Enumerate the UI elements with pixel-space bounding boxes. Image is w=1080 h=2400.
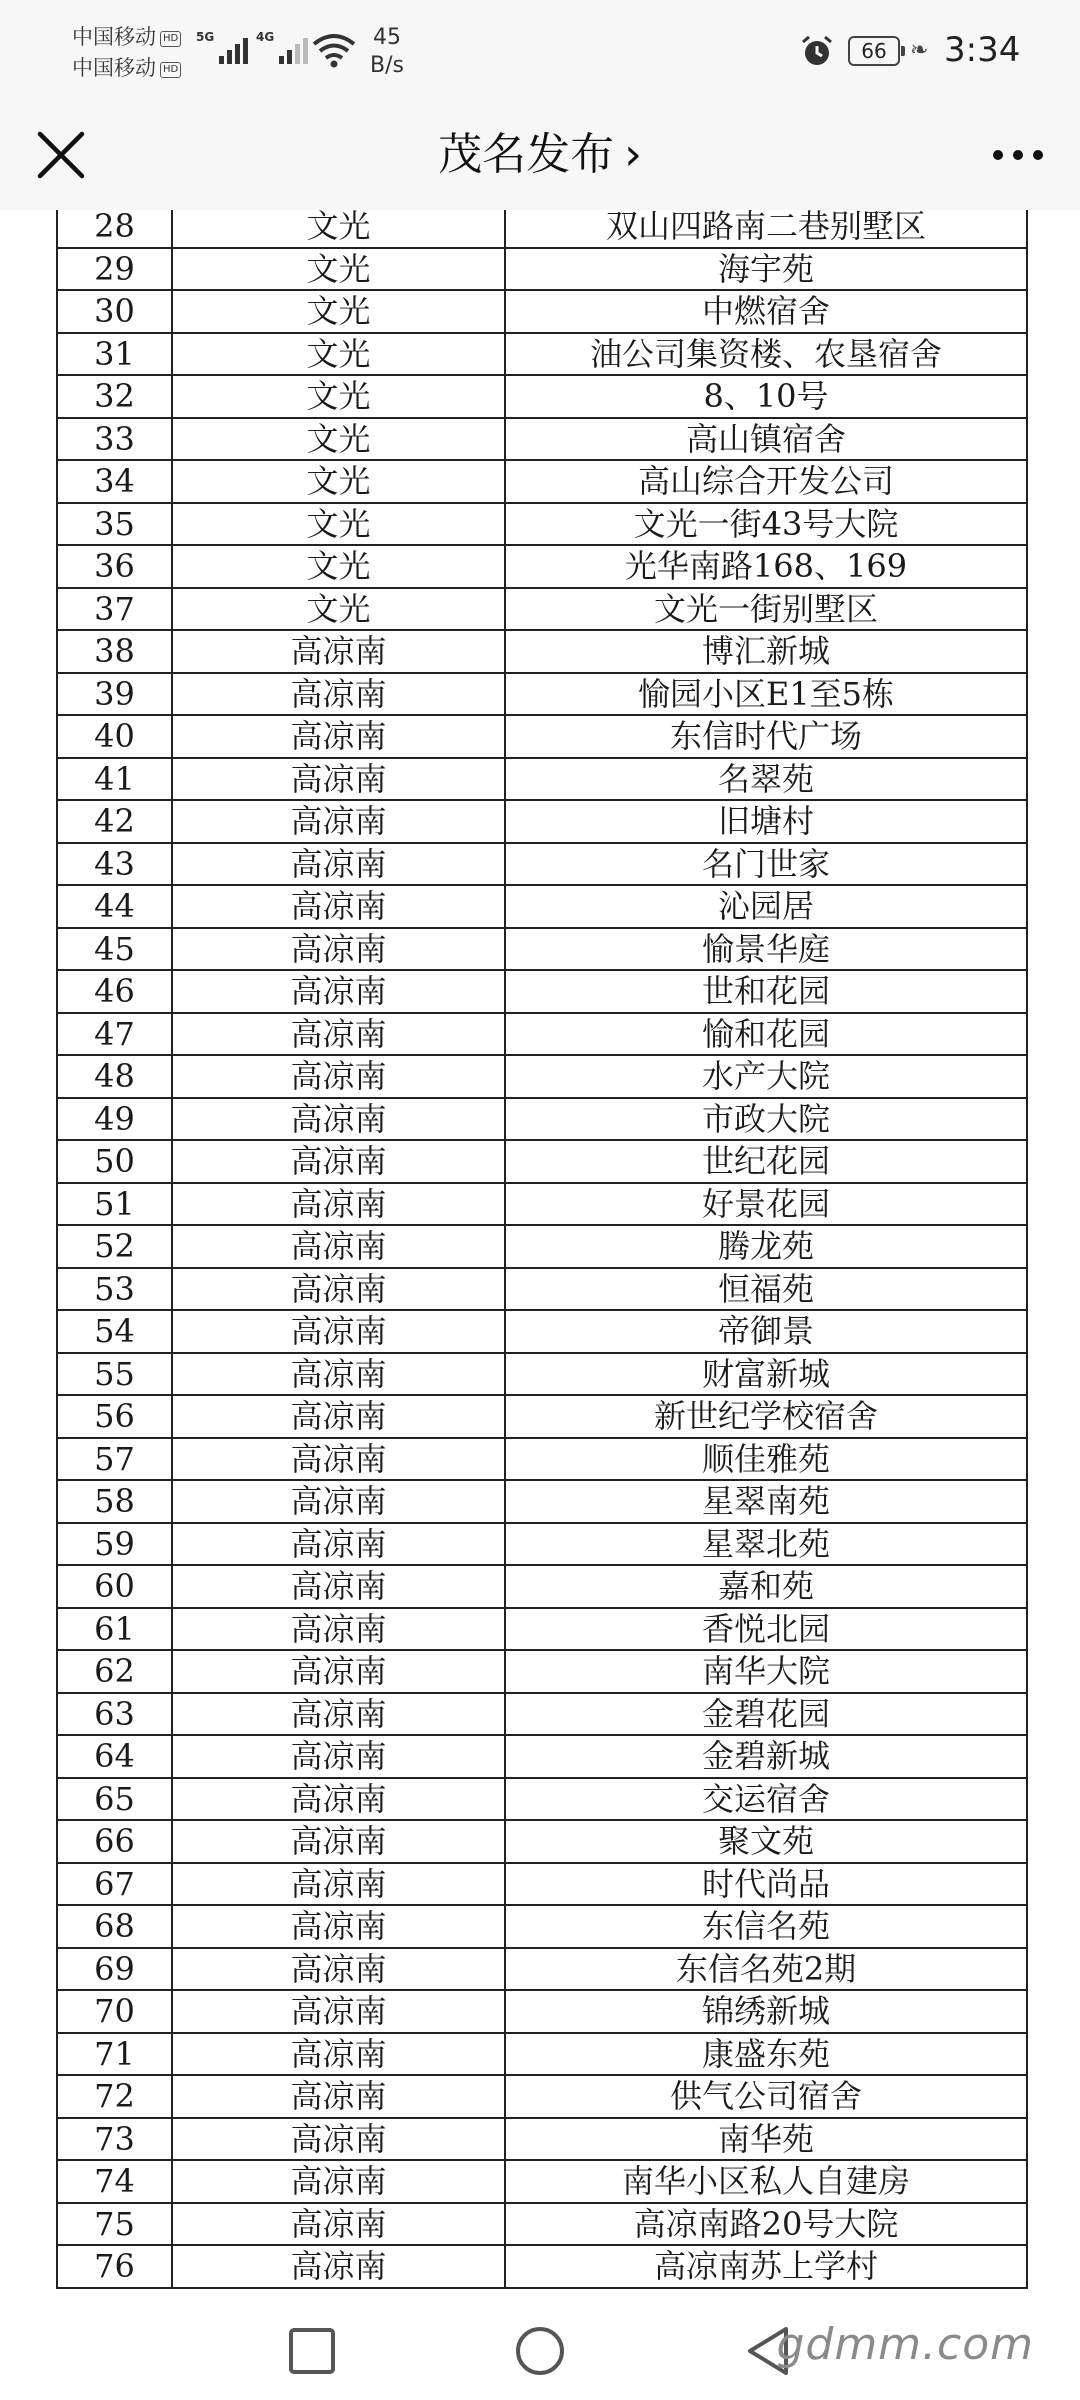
community-cell: 沁园居: [505, 885, 1027, 928]
table-row: [57, 970, 1027, 1013]
community-cell: 南华大院: [505, 1650, 1027, 1693]
community-cell: 文光一街43号大院: [505, 503, 1027, 546]
district-cell: 高凉南: [172, 630, 505, 673]
nav-bar: [0, 100, 1080, 210]
community-cell: 财富新城: [505, 1353, 1027, 1396]
table-row: [57, 2245, 1027, 2288]
row-number-cell: 70: [57, 1990, 172, 2033]
row-number-cell: 42: [57, 800, 172, 843]
row-number-cell: 75: [57, 2203, 172, 2246]
table-row: [57, 2160, 1027, 2203]
community-cell: 香悦北园: [505, 1608, 1027, 1651]
carrier-1: 中国移动: [72, 25, 156, 49]
community-cell: 海宇苑: [505, 248, 1027, 291]
status-bar: [0, 0, 1080, 100]
row-number-cell: 38: [57, 630, 172, 673]
district-cell: 高凉南: [172, 1778, 505, 1821]
alarm-icon: [800, 34, 834, 68]
table-row: [57, 1013, 1027, 1056]
community-cell: 腾龙苑: [505, 1225, 1027, 1268]
district-cell: 文光: [172, 588, 505, 631]
district-cell: 高凉南: [172, 1990, 505, 2033]
district-cell: 文光: [172, 375, 505, 418]
row-number-cell: 74: [57, 2160, 172, 2203]
community-cell: 高凉南路20号大院: [505, 2203, 1027, 2246]
table-row: [57, 503, 1027, 546]
carrier-info: [72, 22, 181, 84]
table-row: [57, 2075, 1027, 2118]
community-cell: 光华南路168、169: [505, 545, 1027, 588]
row-number-cell: 34: [57, 460, 172, 503]
hd-badge-2: HD: [160, 62, 181, 78]
row-number-cell: 53: [57, 1268, 172, 1311]
community-cell: 新世纪学校宿舍: [505, 1395, 1027, 1438]
community-cell: 恒福苑: [505, 1268, 1027, 1311]
community-cell: 愉景华庭: [505, 928, 1027, 971]
battery-icon: [848, 36, 900, 66]
row-number-cell: 28: [57, 210, 172, 248]
row-number-cell: 31: [57, 333, 172, 376]
table-row: [57, 885, 1027, 928]
district-cell: 高凉南: [172, 1480, 505, 1523]
table-row: [57, 1778, 1027, 1821]
district-cell: 高凉南: [172, 2118, 505, 2161]
table-row: [57, 1863, 1027, 1906]
community-cell: 旧塘村: [505, 800, 1027, 843]
district-cell: 高凉南: [172, 1438, 505, 1481]
table-row: [57, 630, 1027, 673]
district-cell: 高凉南: [172, 2033, 505, 2076]
district-cell: 文光: [172, 210, 505, 248]
table-row: [57, 1268, 1027, 1311]
community-cell: 星翠北苑: [505, 1523, 1027, 1566]
district-cell: 高凉南: [172, 1735, 505, 1778]
district-cell: 高凉南: [172, 1565, 505, 1608]
community-table: [56, 210, 1028, 2289]
row-number-cell: 72: [57, 2075, 172, 2118]
row-number-cell: 32: [57, 375, 172, 418]
community-cell: 水产大院: [505, 1055, 1027, 1098]
community-cell: 东信名苑2期: [505, 1948, 1027, 1991]
district-cell: 高凉南: [172, 1183, 505, 1226]
district-cell: 高凉南: [172, 1820, 505, 1863]
net-type-2: 4G: [256, 30, 275, 44]
row-number-cell: 62: [57, 1650, 172, 1693]
row-number-cell: 47: [57, 1013, 172, 1056]
table-row: [57, 673, 1027, 716]
table-row: [57, 1353, 1027, 1396]
clock: 3:34: [944, 30, 1021, 70]
page-title[interactable]: [0, 126, 1080, 184]
table-row: [57, 1438, 1027, 1481]
row-number-cell: 65: [57, 1778, 172, 1821]
row-number-cell: 35: [57, 503, 172, 546]
district-cell: 高凉南: [172, 1608, 505, 1651]
table-row: [57, 1990, 1027, 2033]
community-cell: 交运宿舍: [505, 1778, 1027, 1821]
table-row: [57, 2118, 1027, 2161]
row-number-cell: 63: [57, 1693, 172, 1736]
table-row: [57, 1225, 1027, 1268]
speed-value: 45: [372, 25, 401, 50]
community-cell: 市政大院: [505, 1098, 1027, 1141]
row-number-cell: 56: [57, 1395, 172, 1438]
row-number-cell: 67: [57, 1863, 172, 1906]
table-row: [57, 2203, 1027, 2246]
community-cell: 南华苑: [505, 2118, 1027, 2161]
district-cell: 高凉南: [172, 970, 505, 1013]
district-cell: 高凉南: [172, 1523, 505, 1566]
table-row: [57, 460, 1027, 503]
row-number-cell: 49: [57, 1098, 172, 1141]
district-cell: 高凉南: [172, 1395, 505, 1438]
district-cell: 文光: [172, 418, 505, 461]
community-cell: 名翠苑: [505, 758, 1027, 801]
district-cell: 高凉南: [172, 1013, 505, 1056]
district-cell: 高凉南: [172, 673, 505, 716]
community-cell: 南华小区私人自建房: [505, 2160, 1027, 2203]
net-type-1: 5G: [196, 30, 215, 44]
table-row: [57, 248, 1027, 291]
row-number-cell: 76: [57, 2245, 172, 2288]
community-cell: 名门世家: [505, 843, 1027, 886]
row-number-cell: 73: [57, 2118, 172, 2161]
community-cell: 嘉和苑: [505, 1565, 1027, 1608]
community-cell: 博汇新城: [505, 630, 1027, 673]
table-row: [57, 1693, 1027, 1736]
community-cell: 帝御景: [505, 1310, 1027, 1353]
chevron-right-icon: ›: [624, 129, 642, 180]
table-row: [57, 715, 1027, 758]
table-row: [57, 1905, 1027, 1948]
table-row: [57, 290, 1027, 333]
row-number-cell: 29: [57, 248, 172, 291]
row-number-cell: 60: [57, 1565, 172, 1608]
district-cell: 高凉南: [172, 2245, 505, 2288]
table-row: [57, 210, 1027, 248]
district-cell: 高凉南: [172, 2075, 505, 2118]
row-number-cell: 48: [57, 1055, 172, 1098]
row-number-cell: 36: [57, 545, 172, 588]
district-cell: 文光: [172, 248, 505, 291]
table-row: [57, 758, 1027, 801]
community-cell: 高山综合开发公司: [505, 460, 1027, 503]
row-number-cell: 57: [57, 1438, 172, 1481]
community-cell: 聚文苑: [505, 1820, 1027, 1863]
community-cell: 油公司集资楼、农垦宿舍: [505, 333, 1027, 376]
table-row: [57, 1480, 1027, 1523]
row-number-cell: 54: [57, 1310, 172, 1353]
table-row: [57, 1140, 1027, 1183]
watermark: gdmm.com: [776, 2319, 1034, 2370]
table-row: [57, 333, 1027, 376]
community-cell: 文光一街别墅区: [505, 588, 1027, 631]
community-cell: 金碧新城: [505, 1735, 1027, 1778]
table-row: [57, 418, 1027, 461]
row-number-cell: 68: [57, 1905, 172, 1948]
table-row: [57, 1948, 1027, 1991]
table-row: [57, 1395, 1027, 1438]
recent-apps-button[interactable]: [284, 2323, 340, 2379]
row-number-cell: 41: [57, 758, 172, 801]
row-number-cell: 55: [57, 1353, 172, 1396]
row-number-cell: 39: [57, 673, 172, 716]
community-cell: 时代尚品: [505, 1863, 1027, 1906]
row-number-cell: 50: [57, 1140, 172, 1183]
community-cell: 锦绣新城: [505, 1990, 1027, 2033]
row-number-cell: 71: [57, 2033, 172, 2076]
community-cell: 高山镇宿舍: [505, 418, 1027, 461]
community-cell: 世纪花园: [505, 1140, 1027, 1183]
row-number-cell: 69: [57, 1948, 172, 1991]
district-cell: 高凉南: [172, 843, 505, 886]
table-row: [57, 375, 1027, 418]
battery-level: 66: [861, 39, 887, 63]
row-number-cell: 59: [57, 1523, 172, 1566]
row-number-cell: 33: [57, 418, 172, 461]
community-cell: 东信名苑: [505, 1905, 1027, 1948]
row-number-cell: 45: [57, 928, 172, 971]
district-cell: 高凉南: [172, 1905, 505, 1948]
table-row: [57, 843, 1027, 886]
community-cell: 愉园小区E1至5栋: [505, 673, 1027, 716]
district-cell: 高凉南: [172, 1693, 505, 1736]
district-cell: 高凉南: [172, 928, 505, 971]
district-cell: 高凉南: [172, 1650, 505, 1693]
signal-icon-5g: [196, 30, 248, 64]
row-number-cell: 58: [57, 1480, 172, 1523]
row-number-cell: 44: [57, 885, 172, 928]
table-row: [57, 1055, 1027, 1098]
district-cell: 高凉南: [172, 1948, 505, 1991]
district-cell: 高凉南: [172, 758, 505, 801]
leaf-icon: ❧: [910, 38, 929, 63]
table-row: [57, 1098, 1027, 1141]
table-row: [57, 1310, 1027, 1353]
table-row: [57, 800, 1027, 843]
table-row: [57, 545, 1027, 588]
district-cell: 高凉南: [172, 2203, 505, 2246]
signal-icon-4g: [256, 30, 308, 64]
table-row: [57, 1523, 1027, 1566]
district-cell: 高凉南: [172, 2160, 505, 2203]
district-cell: 高凉南: [172, 1353, 505, 1396]
row-number-cell: 40: [57, 715, 172, 758]
table-row: [57, 1820, 1027, 1863]
district-cell: 高凉南: [172, 800, 505, 843]
district-cell: 文光: [172, 290, 505, 333]
home-button[interactable]: [512, 2323, 568, 2379]
network-speed: [370, 24, 404, 80]
article-content[interactable]: [0, 210, 1080, 2297]
district-cell: 文光: [172, 333, 505, 376]
table-row: [57, 1183, 1027, 1226]
table-row: [57, 1608, 1027, 1651]
table-row: [57, 1650, 1027, 1693]
district-cell: 高凉南: [172, 715, 505, 758]
wifi-icon: [312, 32, 356, 68]
district-cell: 高凉南: [172, 1310, 505, 1353]
row-number-cell: 37: [57, 588, 172, 631]
district-cell: 文光: [172, 503, 505, 546]
district-cell: 高凉南: [172, 1055, 505, 1098]
district-cell: 高凉南: [172, 1863, 505, 1906]
community-cell: 8、10号: [505, 375, 1027, 418]
table-row: [57, 2033, 1027, 2076]
community-cell: 世和花园: [505, 970, 1027, 1013]
community-cell: 中燃宿舍: [505, 290, 1027, 333]
table-row: [57, 928, 1027, 971]
district-cell: 文光: [172, 545, 505, 588]
speed-unit: B/s: [370, 53, 404, 78]
hd-badge: HD: [160, 31, 181, 47]
district-cell: 高凉南: [172, 1140, 505, 1183]
community-cell: 康盛东苑: [505, 2033, 1027, 2076]
district-cell: 高凉南: [172, 885, 505, 928]
community-cell: 供气公司宿舍: [505, 2075, 1027, 2118]
row-number-cell: 30: [57, 290, 172, 333]
row-number-cell: 43: [57, 843, 172, 886]
community-cell: 星翠南苑: [505, 1480, 1027, 1523]
community-cell: 东信时代广场: [505, 715, 1027, 758]
table-row: [57, 588, 1027, 631]
district-cell: 高凉南: [172, 1225, 505, 1268]
row-number-cell: 64: [57, 1735, 172, 1778]
community-cell: 顺佳雅苑: [505, 1438, 1027, 1481]
community-cell: 好景花园: [505, 1183, 1027, 1226]
community-cell: 双山四路南二巷别墅区: [505, 210, 1027, 248]
district-cell: 文光: [172, 460, 505, 503]
table-row: [57, 1735, 1027, 1778]
row-number-cell: 51: [57, 1183, 172, 1226]
table-row: [57, 1565, 1027, 1608]
page-title-text: 茂名发布: [438, 129, 615, 180]
row-number-cell: 46: [57, 970, 172, 1013]
community-cell: 愉和花园: [505, 1013, 1027, 1056]
district-cell: 高凉南: [172, 1098, 505, 1141]
community-cell: 高凉南苏上学村: [505, 2245, 1027, 2288]
row-number-cell: 52: [57, 1225, 172, 1268]
community-cell: 金碧花园: [505, 1693, 1027, 1736]
row-number-cell: 66: [57, 1820, 172, 1863]
more-icon[interactable]: [978, 122, 1058, 188]
system-nav-bar: [0, 2297, 1080, 2400]
row-number-cell: 61: [57, 1608, 172, 1651]
carrier-2: 中国移动: [72, 56, 156, 80]
district-cell: 高凉南: [172, 1268, 505, 1311]
